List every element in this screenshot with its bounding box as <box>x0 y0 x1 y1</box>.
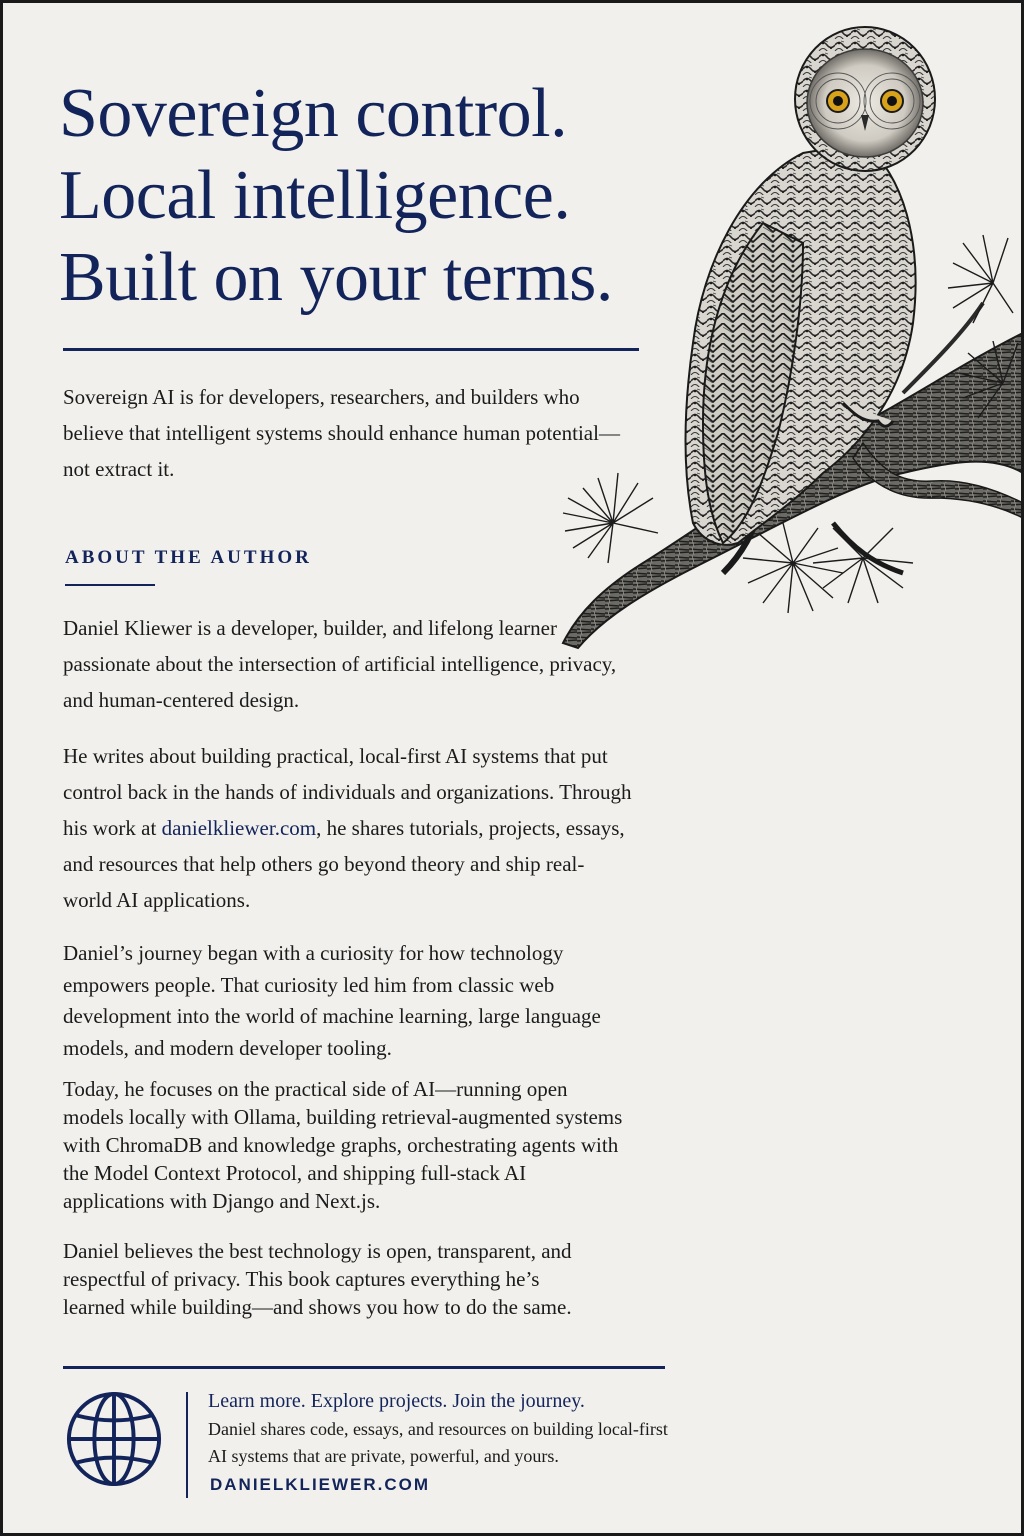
divider <box>63 348 639 351</box>
website-link[interactable]: DANIELKLIEWER.COM <box>210 1475 431 1494</box>
poster-page <box>3 3 1021 1533</box>
headline-line-3: Built on your terms. <box>59 239 613 316</box>
headline-line-1: Sovereign control. <box>59 75 568 152</box>
owl-illustration <box>543 3 1021 663</box>
about-paragraph-1: Daniel Kliewer is a developer, builder, and lifelong learner passionate about the intersection of artificial intelligence, privacy, and human-centered design. <box>63 616 617 712</box>
cta-heading: Learn more. Explore projects. Join the journey. <box>208 1390 585 1412</box>
section-title: ABOUT THE AUTHOR <box>65 547 312 568</box>
about-paragraph-2-start: He writes about building practical, local-first AI systems that put control back in the hands of individuals and organizations. Through his work at <box>63 744 632 840</box>
footer-separator <box>186 1392 188 1498</box>
author-site-link[interactable]: danielkliewer.com <box>161 816 317 840</box>
intro-text: Sovereign AI is for developers, researchers, and builders who believe that intelligent systems should enhance human potential—not extract it. <box>63 385 620 481</box>
headline-line-2: Local intelligence. <box>59 157 571 234</box>
footer-divider <box>63 1366 665 1369</box>
section-underline <box>65 584 155 586</box>
about-paragraph-4: Today, he focuses on the practical side of AI—running open models locally with Ollama, building retrieval-augmented systems with ChromaDB and knowledge graphs, orchestrating agents with the Model Context Protocol, and shipping full-stack AI applications with Django and Next.js. <box>63 1077 623 1213</box>
about-paragraph-3: Daniel’s journey began with a curiosity for how technology empowers people. That curiosity led him from classic web development into the world of machine learning, large language models, and modern developer tooling. <box>63 941 601 1060</box>
about-paragraph-2-end: , he shares tutorials, projects, essays, and resources that help others go beyond theory and ship real-world AI applications. <box>63 816 625 912</box>
about-paragraph-2 <box>63 738 633 918</box>
globe-icon <box>65 1390 163 1488</box>
cta-body: Daniel shares code, essays, and resources on building local-first AI systems that are private, powerful, and yours. <box>208 1419 668 1466</box>
headline <box>59 73 613 319</box>
about-paragraph-5: Daniel believes the best technology is open, transparent, and respectful of privacy. This book captures everything he’s learned while building—and shows you how to do the same. <box>63 1239 572 1319</box>
